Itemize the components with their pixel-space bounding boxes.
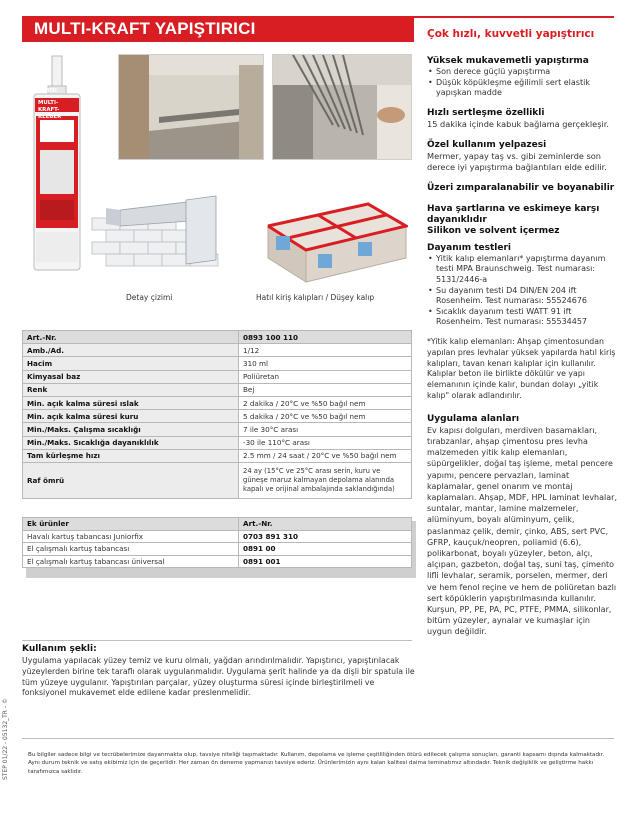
spec-label: Hacim (23, 357, 239, 370)
title-rule (414, 16, 614, 18)
spec-row (23, 331, 412, 344)
spec-row (23, 462, 412, 498)
application-photo-1 (118, 54, 264, 160)
feature-text: 15 dakika içinde kabuk bağlama gerçekleşir. (427, 118, 609, 129)
product-number: 0891 001 (239, 555, 412, 568)
spec-row (23, 370, 412, 383)
spec-label: Amb./Ad. (23, 344, 239, 357)
feature-heading: Yüksek mukavemetli yapıştırma (427, 56, 589, 66)
spec-value: 2 dakika / 20°C ve %50 bağıl nem (239, 396, 412, 409)
usage-heading: Kullanım şekli: (22, 644, 97, 654)
spec-label: Min. açık kalma süresi kuru (23, 410, 239, 423)
usage-rule (22, 640, 412, 641)
tests-heading: Dayanım testleri (427, 242, 511, 253)
spec-label: Min. açık kalma süresi ıslak (23, 396, 239, 409)
spec-value: Poliüretan (239, 370, 412, 383)
page-title: MULTI-KRAFT YAPIŞTIRICI (34, 19, 256, 38)
spec-label: Kimyasal baz (23, 370, 239, 383)
formwork-caption: Hatıl kiriş kalıpları / Düşey kalıp (256, 293, 375, 302)
spec-value: -30 ile 110°C arası (239, 436, 412, 449)
products-header-value: Art.-Nr. (239, 518, 412, 531)
test-bullet: • Su dayanım testi D4 DIN/EN 204 ift Rosenheim. Test numarası: 55524676 (427, 286, 617, 307)
table-row (23, 530, 412, 543)
formwork-note: *Yitik kalıp elemanları: Ahşap çimentosundan yapılan pres levhalar yüksek yapılarda hatıl kiriş kalıpları, tavan kenarı kalıplar için kullanılır. Kalıplar beton ile birlikte dökülür ve yapı elemanının içinde kalır, bundan dolayı „yitik kalıp" olarak adlandırılır. (427, 336, 616, 400)
application-photo-2 (272, 54, 412, 160)
document-code: STEP 01/22 - 05132_TR - © (2, 698, 9, 780)
spec-value: Bej (239, 383, 412, 396)
table-row (23, 543, 412, 556)
brand-logo: WÜRTH (36, 88, 57, 94)
feature-heading: Özel kullanım yelpazesi (427, 139, 547, 150)
feature-text: Mermer, yapay taş vs. gibi zeminlerde son derece iyi yapıştırma bağlantıları elde edilir. (427, 150, 607, 172)
spec-label: Renk (23, 383, 239, 396)
spec-value: 2.5 mm / 24 saat / 20°C ve %50 bağıl nem (239, 449, 412, 462)
applications-text: Ev kapısı dolguları, merdiven basamakları, tırabzanlar, ahşap çimentosu pres levha malzemeden yitik kalıp elemanları, süpürgelikler, doğal taş işleme, metal pencere yapımı, pencere pervazları, laminat kaplamalar, genel onarım ve montaj kaplamaları. Ahşap, MDF, HPL laminat levhalar, suntalar, mantar, lamine malzemeler, alüminyum, boyalı alüminyum, çelik, paslanmaz çelik, demir, çinko, ABS, sert PVC, GFRP, kauçuk/neopren, poliamid (6.6), polikarbonat, boyalı yüzeyler, beton, alçı, alçıpan, gazbeton, doğal taş, suni taş, çimento lifli levhalar, seramik, porselen, mermer, deri ve hem fenol reçine ve hem de poliüretan bazlı sert köpüklerin yapıştırılmasında kullanılır. Kurşun, PP, PE, PA, PC, PTFE, PMMA, silikonlar, bitüm yüzeyler, aynalar ve kumaşlar için uygun değildir. (427, 425, 617, 637)
detail-caption: Detay çizimi (126, 293, 173, 302)
product-name: El çalışmalı kartuş tabancası (23, 543, 239, 556)
test-bullet: • Yitik kalıp elemanları* yapıştırma dayanım testi MPA Braunschweig. Test numarası: 5131/2446-a (427, 254, 617, 286)
applications-heading: Uygulama alanları (427, 413, 520, 424)
product-number: 0891 00 (239, 543, 412, 556)
formwork-drawing (258, 196, 408, 284)
spec-label: Min./Maks. Çalışma sıcaklığı (23, 423, 239, 436)
spec-row (23, 344, 412, 357)
products-header-label: Ek ürünler (23, 518, 239, 531)
test-bullet: • Sıcaklık dayanım testi WATT 91 ift Rosenheim. Test numarası: 55534457 (427, 307, 617, 328)
detail-drawing (86, 190, 226, 284)
feature-bullet: • Son derece güçlü yapıştırma (427, 67, 617, 78)
spec-row (23, 357, 412, 370)
spec-row (23, 396, 412, 409)
spec-label: Tam kürleşme hızı (23, 449, 239, 462)
product-number: 0703 891 310 (239, 530, 412, 543)
products-table (22, 517, 412, 568)
table-row (23, 555, 412, 568)
feature-heading: Üzeri zımparalanabilir ve boyanabilir (427, 182, 615, 193)
spec-row (23, 410, 412, 423)
spec-label: Min./Maks. Sıcaklığa dayanıklılık (23, 436, 239, 449)
spec-row (23, 383, 412, 396)
right-column (427, 56, 617, 638)
footer-rule (22, 738, 614, 739)
footer-disclaimer: Bu bilgiler sadece bilgi ve tecrübelerimize dayanmakta olup, tavsiye niteliği taşımaktadır. Kullanım, depolama ve işleme çeşitliliğinden ötürü edilecek çalışma sonuçları, garanti kapsamı dışında kalmaktadır. Aynı durum teknik ve satış ekibimiz için de geçerlidir. Her zaman ön deneme yapmanızı tavsiye ederiz. Ürünlerimizin aynı kalan kalitesi daima teminatımız altındadır. Teknik değişiklik ve geliştirme hakkı tarafımızca saklıdır. (28, 752, 605, 775)
spec-row (23, 423, 412, 436)
product-name: El çalışmalı kartuş tabancası üniversal (23, 555, 239, 568)
spec-label: Raf ömrü (23, 462, 239, 498)
right-heading: Çok hızlı, kuvvetli yapıştırıcı (427, 28, 595, 40)
product-label: MULTI- KRAFT- KLEBER (38, 100, 62, 120)
product-name: Havalı kartuş tabancası Juniorfix (23, 530, 239, 543)
spec-value: 7 ile 30°C arası (239, 423, 412, 436)
products-header (23, 518, 412, 531)
spec-row (23, 449, 412, 462)
spec-value: 1/12 (239, 344, 412, 357)
spec-value: 24 ay (15°C ve 25°C arası serin, kuru ve güneşe maruz kalmayan depolama alanında kapalı ve orijinal ambalajında saklandığında) (239, 462, 412, 498)
spec-table (22, 330, 412, 499)
feature-heading: Hızlı sertleşme özellikli (427, 107, 545, 118)
spec-label: Art.-Nr. (23, 331, 239, 344)
spec-value: 0893 100 110 (239, 331, 412, 344)
feature-heading: Hava şartlarına ve eskimeye karşı dayanıklıdır (427, 203, 600, 225)
spec-value: 5 dakika / 20°C ve %50 bağıl nem (239, 410, 412, 423)
usage-text: Uygulama yapılacak yüzey temiz ve kuru olmalı, yağdan arındırılmalıdır. Yapıştırıcı, yapıştırılacak yüzeylerden birine tek taraflı olarak uygulanmalıdır. Uygulama şerit halinde ya da dişli bir spatula ile tüm yüzeye uygulanır. Yapıştırılan parçalar, yüzey oluşturma süresi içinde birleştirilmeli ve fonksiyonel mukavemet elde edilene kadar preslenmelidir. (22, 656, 415, 698)
spec-row (23, 436, 412, 449)
spec-value: 310 ml (239, 357, 412, 370)
feature-bullet: • Düşük köpükleşme eğilimli sert elastik yapışkan madde (427, 78, 617, 99)
feature-heading: Silikon ve solvent içermez (427, 225, 560, 236)
